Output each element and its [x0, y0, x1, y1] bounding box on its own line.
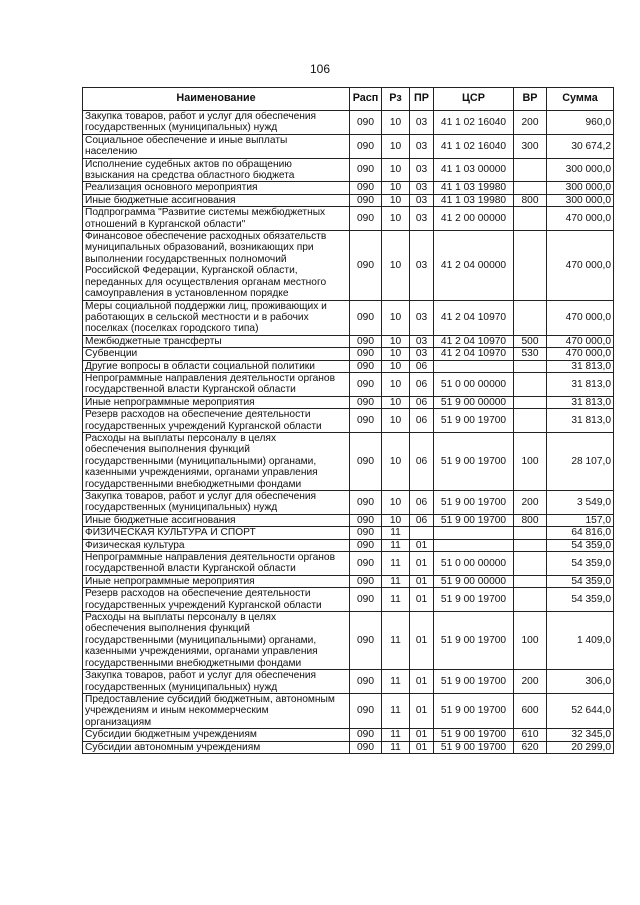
cell-csr: 51 9 00 00000 [434, 575, 514, 587]
cell-sum: 32 345,0 [547, 729, 614, 741]
table-row [83, 111, 614, 135]
cell-csr: 51 9 00 19700 [434, 741, 514, 753]
table-row [83, 300, 614, 335]
header-rasp: Расп [350, 88, 382, 111]
cell-vr [514, 409, 547, 433]
table-row [83, 158, 614, 182]
table-row [83, 348, 614, 360]
cell-pr: 01 [410, 670, 434, 694]
cell-pr: 06 [410, 514, 434, 526]
table-row [83, 588, 614, 612]
cell-rz: 11 [382, 575, 410, 587]
cell-pr: 03 [410, 300, 434, 335]
cell-vr [514, 588, 547, 612]
cell-rasp: 090 [350, 588, 382, 612]
header-vr: ВР [514, 88, 547, 111]
cell-rasp: 090 [350, 231, 382, 300]
cell-rasp: 090 [350, 134, 382, 158]
table-row [83, 693, 614, 728]
cell-rz: 10 [382, 348, 410, 360]
cell-sum: 470 000,0 [547, 207, 614, 231]
table-row [83, 372, 614, 396]
table-row [83, 539, 614, 551]
cell-vr: 100 [514, 432, 547, 490]
table-row [83, 335, 614, 347]
header-pr: ПР [410, 88, 434, 111]
cell-sum: 54 359,0 [547, 539, 614, 551]
cell-name: Подпрограмма "Развитие системы межбюджетных отношений в Курганской области" [83, 207, 350, 231]
cell-sum: 157,0 [547, 514, 614, 526]
table-row [83, 182, 614, 194]
cell-name: Исполнение судебных актов по обращению взыскания на средства областного бюджета [83, 158, 350, 182]
table-row [83, 491, 614, 515]
cell-rasp: 090 [350, 491, 382, 515]
cell-rasp: 090 [350, 514, 382, 526]
cell-rasp: 090 [350, 348, 382, 360]
cell-pr: 06 [410, 409, 434, 433]
table-row [83, 194, 614, 206]
cell-name: Закупка товаров, работ и услуг для обеспечения государственных (муниципальных) нужд [83, 670, 350, 694]
cell-csr: 51 9 00 19700 [434, 432, 514, 490]
cell-csr: 41 2 04 00000 [434, 231, 514, 300]
cell-csr: 51 0 00 00000 [434, 552, 514, 576]
cell-name: Непрограммные направления деятельности органов государственной власти Курганской области [83, 372, 350, 396]
cell-name: Субсидии бюджетным учреждениям [83, 729, 350, 741]
cell-csr [434, 360, 514, 372]
cell-csr: 41 2 04 10970 [434, 300, 514, 335]
cell-sum: 28 107,0 [547, 432, 614, 490]
cell-sum: 470 000,0 [547, 300, 614, 335]
cell-pr: 06 [410, 360, 434, 372]
cell-rz: 10 [382, 158, 410, 182]
budget-table [82, 87, 614, 754]
cell-vr [514, 300, 547, 335]
cell-csr: 41 1 03 19980 [434, 182, 514, 194]
cell-pr: 01 [410, 612, 434, 670]
cell-sum: 54 359,0 [547, 588, 614, 612]
cell-sum: 300 000,0 [547, 158, 614, 182]
table-row [83, 207, 614, 231]
cell-rasp: 090 [350, 409, 382, 433]
cell-rz: 10 [382, 207, 410, 231]
cell-sum: 1 409,0 [547, 612, 614, 670]
cell-vr: 200 [514, 111, 547, 135]
cell-pr: 01 [410, 552, 434, 576]
cell-name: Меры социальной поддержки лиц, проживающих и работающих в сельской местности и в рабочих поселках (поселках городского типа) [83, 300, 350, 335]
cell-name: Резерв расходов на обеспечение деятельности государственных учреждений Курганской области [83, 588, 350, 612]
cell-rasp: 090 [350, 539, 382, 551]
cell-vr [514, 372, 547, 396]
table-body [83, 111, 614, 754]
cell-rasp: 090 [350, 693, 382, 728]
cell-rz: 11 [382, 588, 410, 612]
cell-vr: 300 [514, 134, 547, 158]
cell-pr [410, 527, 434, 539]
cell-sum: 30 674,2 [547, 134, 614, 158]
cell-sum: 31 813,0 [547, 360, 614, 372]
cell-rz: 11 [382, 729, 410, 741]
cell-rz: 10 [382, 231, 410, 300]
cell-rasp: 090 [350, 396, 382, 408]
cell-sum: 52 644,0 [547, 693, 614, 728]
cell-csr: 41 1 02 16040 [434, 111, 514, 135]
cell-rz: 11 [382, 539, 410, 551]
cell-vr [514, 182, 547, 194]
cell-name: Межбюджетные трансферты [83, 335, 350, 347]
cell-csr: 51 9 00 19700 [434, 588, 514, 612]
cell-csr: 51 9 00 19700 [434, 693, 514, 728]
cell-vr: 100 [514, 612, 547, 670]
cell-vr [514, 539, 547, 551]
cell-vr: 800 [514, 194, 547, 206]
cell-rz: 10 [382, 134, 410, 158]
cell-rasp: 090 [350, 372, 382, 396]
cell-name: Реализация основного мероприятия [83, 182, 350, 194]
cell-name: Иные непрограммные мероприятия [83, 575, 350, 587]
cell-name: ФИЗИЧЕСКАЯ КУЛЬТУРА И СПОРТ [83, 527, 350, 539]
cell-csr [434, 539, 514, 551]
cell-rz: 10 [382, 182, 410, 194]
header-csr: ЦСР [434, 88, 514, 111]
cell-rz: 11 [382, 693, 410, 728]
cell-csr: 51 0 00 00000 [434, 372, 514, 396]
cell-csr: 41 1 03 00000 [434, 158, 514, 182]
cell-pr: 06 [410, 432, 434, 490]
cell-sum: 300 000,0 [547, 194, 614, 206]
cell-name: Социальное обеспечение и иные выплаты населению [83, 134, 350, 158]
cell-rz: 11 [382, 612, 410, 670]
cell-rz: 10 [382, 491, 410, 515]
cell-sum: 960,0 [547, 111, 614, 135]
cell-pr: 01 [410, 539, 434, 551]
cell-rz: 10 [382, 335, 410, 347]
cell-name: Другие вопросы в области социальной политики [83, 360, 350, 372]
cell-csr: 51 9 00 19700 [434, 612, 514, 670]
cell-vr [514, 527, 547, 539]
cell-vr: 620 [514, 741, 547, 753]
cell-pr: 03 [410, 182, 434, 194]
cell-sum: 470 000,0 [547, 335, 614, 347]
cell-csr: 51 9 00 19700 [434, 491, 514, 515]
cell-pr: 03 [410, 194, 434, 206]
cell-rasp: 090 [350, 575, 382, 587]
cell-rz: 10 [382, 360, 410, 372]
cell-vr: 800 [514, 514, 547, 526]
cell-rz: 10 [382, 396, 410, 408]
table-row [83, 231, 614, 300]
cell-vr [514, 158, 547, 182]
cell-rz: 10 [382, 300, 410, 335]
table-row [83, 729, 614, 741]
cell-rasp: 090 [350, 527, 382, 539]
cell-pr: 01 [410, 729, 434, 741]
cell-vr: 500 [514, 335, 547, 347]
cell-pr: 03 [410, 158, 434, 182]
cell-vr: 200 [514, 491, 547, 515]
cell-rasp: 090 [350, 207, 382, 231]
cell-vr [514, 396, 547, 408]
cell-name: Иные бюджетные ассигнования [83, 194, 350, 206]
cell-name: Иные непрограммные мероприятия [83, 396, 350, 408]
cell-csr: 51 9 00 19700 [434, 670, 514, 694]
table-row [83, 575, 614, 587]
cell-pr: 03 [410, 335, 434, 347]
cell-name: Субсидии автономным учреждениям [83, 741, 350, 753]
cell-vr [514, 207, 547, 231]
cell-sum: 64 816,0 [547, 527, 614, 539]
cell-sum: 470 000,0 [547, 231, 614, 300]
cell-rasp: 090 [350, 194, 382, 206]
cell-name: Расходы на выплаты персоналу в целях обеспечения выполнения функций государственными (муниципальными) органами, казенными учреждениями, органами управления государственными внебюджетными фондами [83, 432, 350, 490]
table-header-row [83, 88, 614, 111]
cell-sum: 20 299,0 [547, 741, 614, 753]
table-row [83, 409, 614, 433]
cell-pr: 03 [410, 134, 434, 158]
cell-csr: 51 9 00 19700 [434, 729, 514, 741]
cell-rasp: 090 [350, 432, 382, 490]
cell-name: Иные бюджетные ассигнования [83, 514, 350, 526]
cell-vr: 610 [514, 729, 547, 741]
header-sum: Сумма [547, 88, 614, 111]
cell-pr: 03 [410, 111, 434, 135]
header-rz: Рз [382, 88, 410, 111]
cell-csr: 51 9 00 00000 [434, 396, 514, 408]
cell-pr: 01 [410, 575, 434, 587]
cell-csr: 41 1 03 19980 [434, 194, 514, 206]
cell-rz: 10 [382, 432, 410, 490]
cell-name: Расходы на выплаты персоналу в целях обеспечения выполнения функций государственными (муниципальными) органами, казенными учреждениями, органами управления государственными внебюджетными фондами [83, 612, 350, 670]
cell-rasp: 090 [350, 111, 382, 135]
cell-vr [514, 231, 547, 300]
cell-name: Финансовое обеспечение расходных обязательств муниципальных образований, возникающих при выполнении государственных полномочий Российской Федерации, Курганской области, переданных для осуществления органам местного самоуправления в установленном порядке [83, 231, 350, 300]
cell-vr [514, 575, 547, 587]
cell-pr: 03 [410, 207, 434, 231]
cell-vr [514, 552, 547, 576]
cell-csr [434, 527, 514, 539]
cell-sum: 300 000,0 [547, 182, 614, 194]
cell-rz: 11 [382, 741, 410, 753]
cell-rz: 11 [382, 552, 410, 576]
cell-rasp: 090 [350, 729, 382, 741]
cell-csr: 51 9 00 19700 [434, 514, 514, 526]
table-row [83, 527, 614, 539]
page-number: 106 [309, 62, 331, 76]
cell-rz: 11 [382, 527, 410, 539]
table-row [83, 432, 614, 490]
cell-sum: 306,0 [547, 670, 614, 694]
table-row [83, 741, 614, 753]
cell-csr: 41 2 04 10970 [434, 335, 514, 347]
cell-vr: 530 [514, 348, 547, 360]
cell-rasp: 090 [350, 335, 382, 347]
cell-pr: 06 [410, 491, 434, 515]
cell-rasp: 090 [350, 612, 382, 670]
cell-rasp: 090 [350, 158, 382, 182]
header-name: Наименование [83, 88, 350, 111]
cell-rz: 10 [382, 409, 410, 433]
cell-sum: 31 813,0 [547, 372, 614, 396]
cell-csr: 51 9 00 19700 [434, 409, 514, 433]
cell-rz: 10 [382, 372, 410, 396]
cell-rasp: 090 [350, 670, 382, 694]
cell-rasp: 090 [350, 300, 382, 335]
cell-sum: 54 359,0 [547, 575, 614, 587]
cell-sum: 31 813,0 [547, 396, 614, 408]
cell-sum: 54 359,0 [547, 552, 614, 576]
cell-name: Закупка товаров, работ и услуг для обеспечения государственных (муниципальных) нужд [83, 111, 350, 135]
cell-rz: 11 [382, 670, 410, 694]
cell-rz: 10 [382, 194, 410, 206]
cell-name: Предоставление субсидий бюджетным, автономным учреждениям и иным некоммерческим организациям [83, 693, 350, 728]
cell-name: Непрограммные направления деятельности органов государственной власти Курганской области [83, 552, 350, 576]
table-row [83, 134, 614, 158]
cell-pr: 03 [410, 348, 434, 360]
cell-pr: 01 [410, 693, 434, 728]
cell-csr: 41 1 02 16040 [434, 134, 514, 158]
cell-pr: 01 [410, 588, 434, 612]
cell-pr: 06 [410, 372, 434, 396]
cell-pr: 03 [410, 231, 434, 300]
cell-rz: 10 [382, 514, 410, 526]
cell-name: Закупка товаров, работ и услуг для обеспечения государственных (муниципальных) нужд [83, 491, 350, 515]
cell-sum: 470 000,0 [547, 348, 614, 360]
table-row [83, 514, 614, 526]
table-row [83, 360, 614, 372]
cell-rz: 10 [382, 111, 410, 135]
table-row [83, 396, 614, 408]
table-row [83, 552, 614, 576]
cell-csr: 41 2 00 00000 [434, 207, 514, 231]
cell-vr: 200 [514, 670, 547, 694]
cell-rasp: 090 [350, 552, 382, 576]
cell-sum: 31 813,0 [547, 409, 614, 433]
table-row [83, 670, 614, 694]
cell-csr: 41 2 04 10970 [434, 348, 514, 360]
cell-vr [514, 360, 547, 372]
cell-name: Резерв расходов на обеспечение деятельности государственных учреждений Курганской области [83, 409, 350, 433]
cell-pr: 01 [410, 741, 434, 753]
cell-rasp: 090 [350, 182, 382, 194]
cell-name: Физическая культура [83, 539, 350, 551]
cell-rasp: 090 [350, 741, 382, 753]
cell-pr: 06 [410, 396, 434, 408]
cell-rasp: 090 [350, 360, 382, 372]
cell-sum: 3 549,0 [547, 491, 614, 515]
cell-name: Субвенции [83, 348, 350, 360]
cell-vr: 600 [514, 693, 547, 728]
table-row [83, 612, 614, 670]
